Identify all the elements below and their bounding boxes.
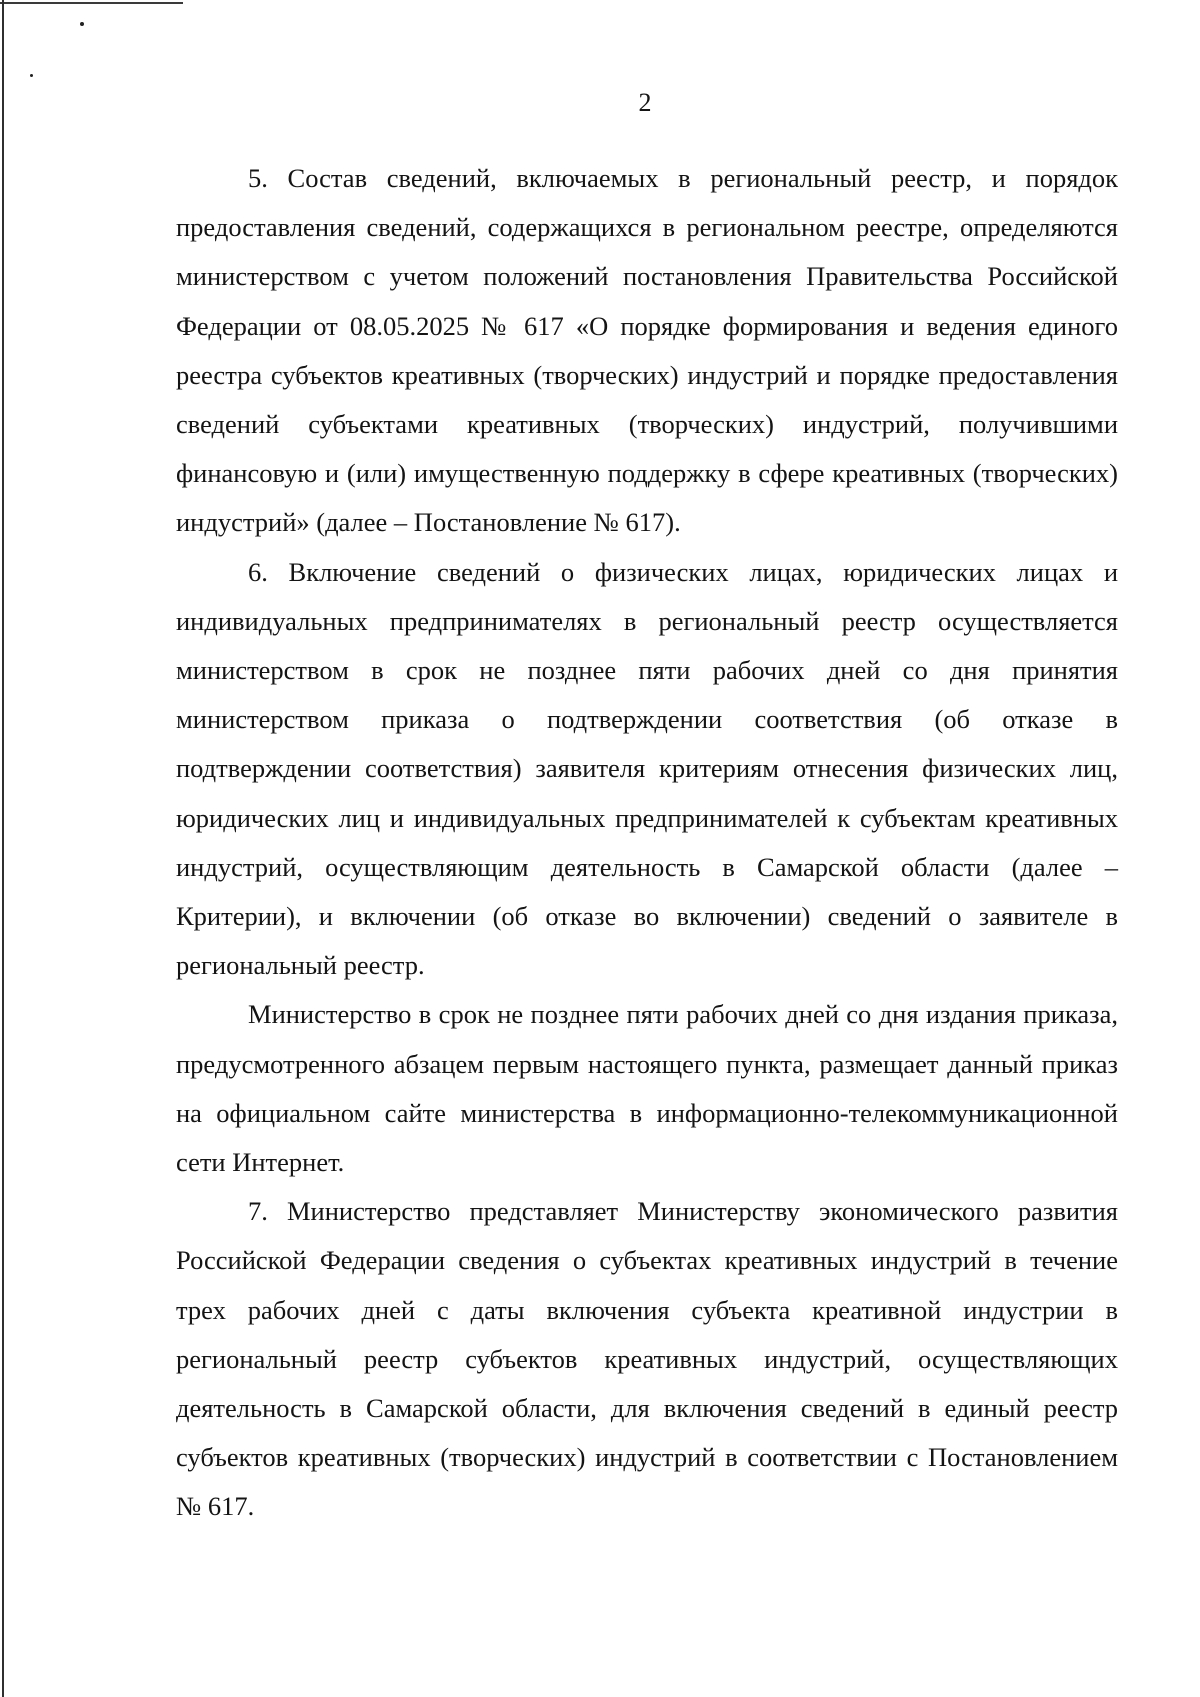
paragraph-5: 5. Состав сведений, включаемых в региональный реестр, и порядок предоставления сведений, содержащихся в региональном реестре, определяются министерством с учетом положений постановления Правительства Российской Федерации от 08.05.2025 № 617 «О порядке формирования и ведения единого реестра субъектов креативных (творческих) индустрий и порядке предоставления сведений субъектами креативных (творческих) индустрий, получившими финансовую и (или) имущественную поддержку в сфере креативных (творческих) индустрий» (далее – Постановление № 617). xyxy=(176,163,1118,538)
paragraph-6-second: Министерство в срок не позднее пяти рабочих дней со дня издания приказа, предусмотренного абзацем первым настоящего пункта, размещает данный приказ на официальном сайте министерства в информационно-телекоммуникационной сети Интернет. xyxy=(176,999,1118,1178)
scan-speck xyxy=(80,22,84,26)
paragraph-7: 7. Министерство представляет Министерству экономического развития Российской Федерации сведения о субъектах креативных индустрий в течение трех рабочих дней с даты включения субъекта креативной индустрии в региональный реестр субъектов креативных индустрий, осуществляющих деятельность в Самарской области, для включения сведений в единый реестр субъектов креативных (творческих) индустрий в соответствии с Постановлением № 617. xyxy=(176,1196,1118,1522)
scan-border-left xyxy=(2,0,4,1697)
scan-speck xyxy=(30,74,33,77)
scan-border-top xyxy=(0,2,183,4)
document-body xyxy=(176,154,1118,1532)
paragraph-6: 6. Включение сведений о физических лицах, юридических лицах и индивидуальных предпринимателях в региональный реестр осуществляется министерством в срок не позднее пяти рабочих дней со дня принятия министерством приказа о подтверждении соответствия (об отказе в подтверждении соответствия) заявителя критериям отнесения физических лиц, юридических лиц и индивидуальных предпринимателей к субъектам креативных индустрий, осуществляющим деятельность в Самарской области (далее – Критерии), и включении (об отказе во включении) сведений о заявителе в региональный реестр. xyxy=(176,556,1118,981)
page-number: 2 xyxy=(638,88,652,117)
